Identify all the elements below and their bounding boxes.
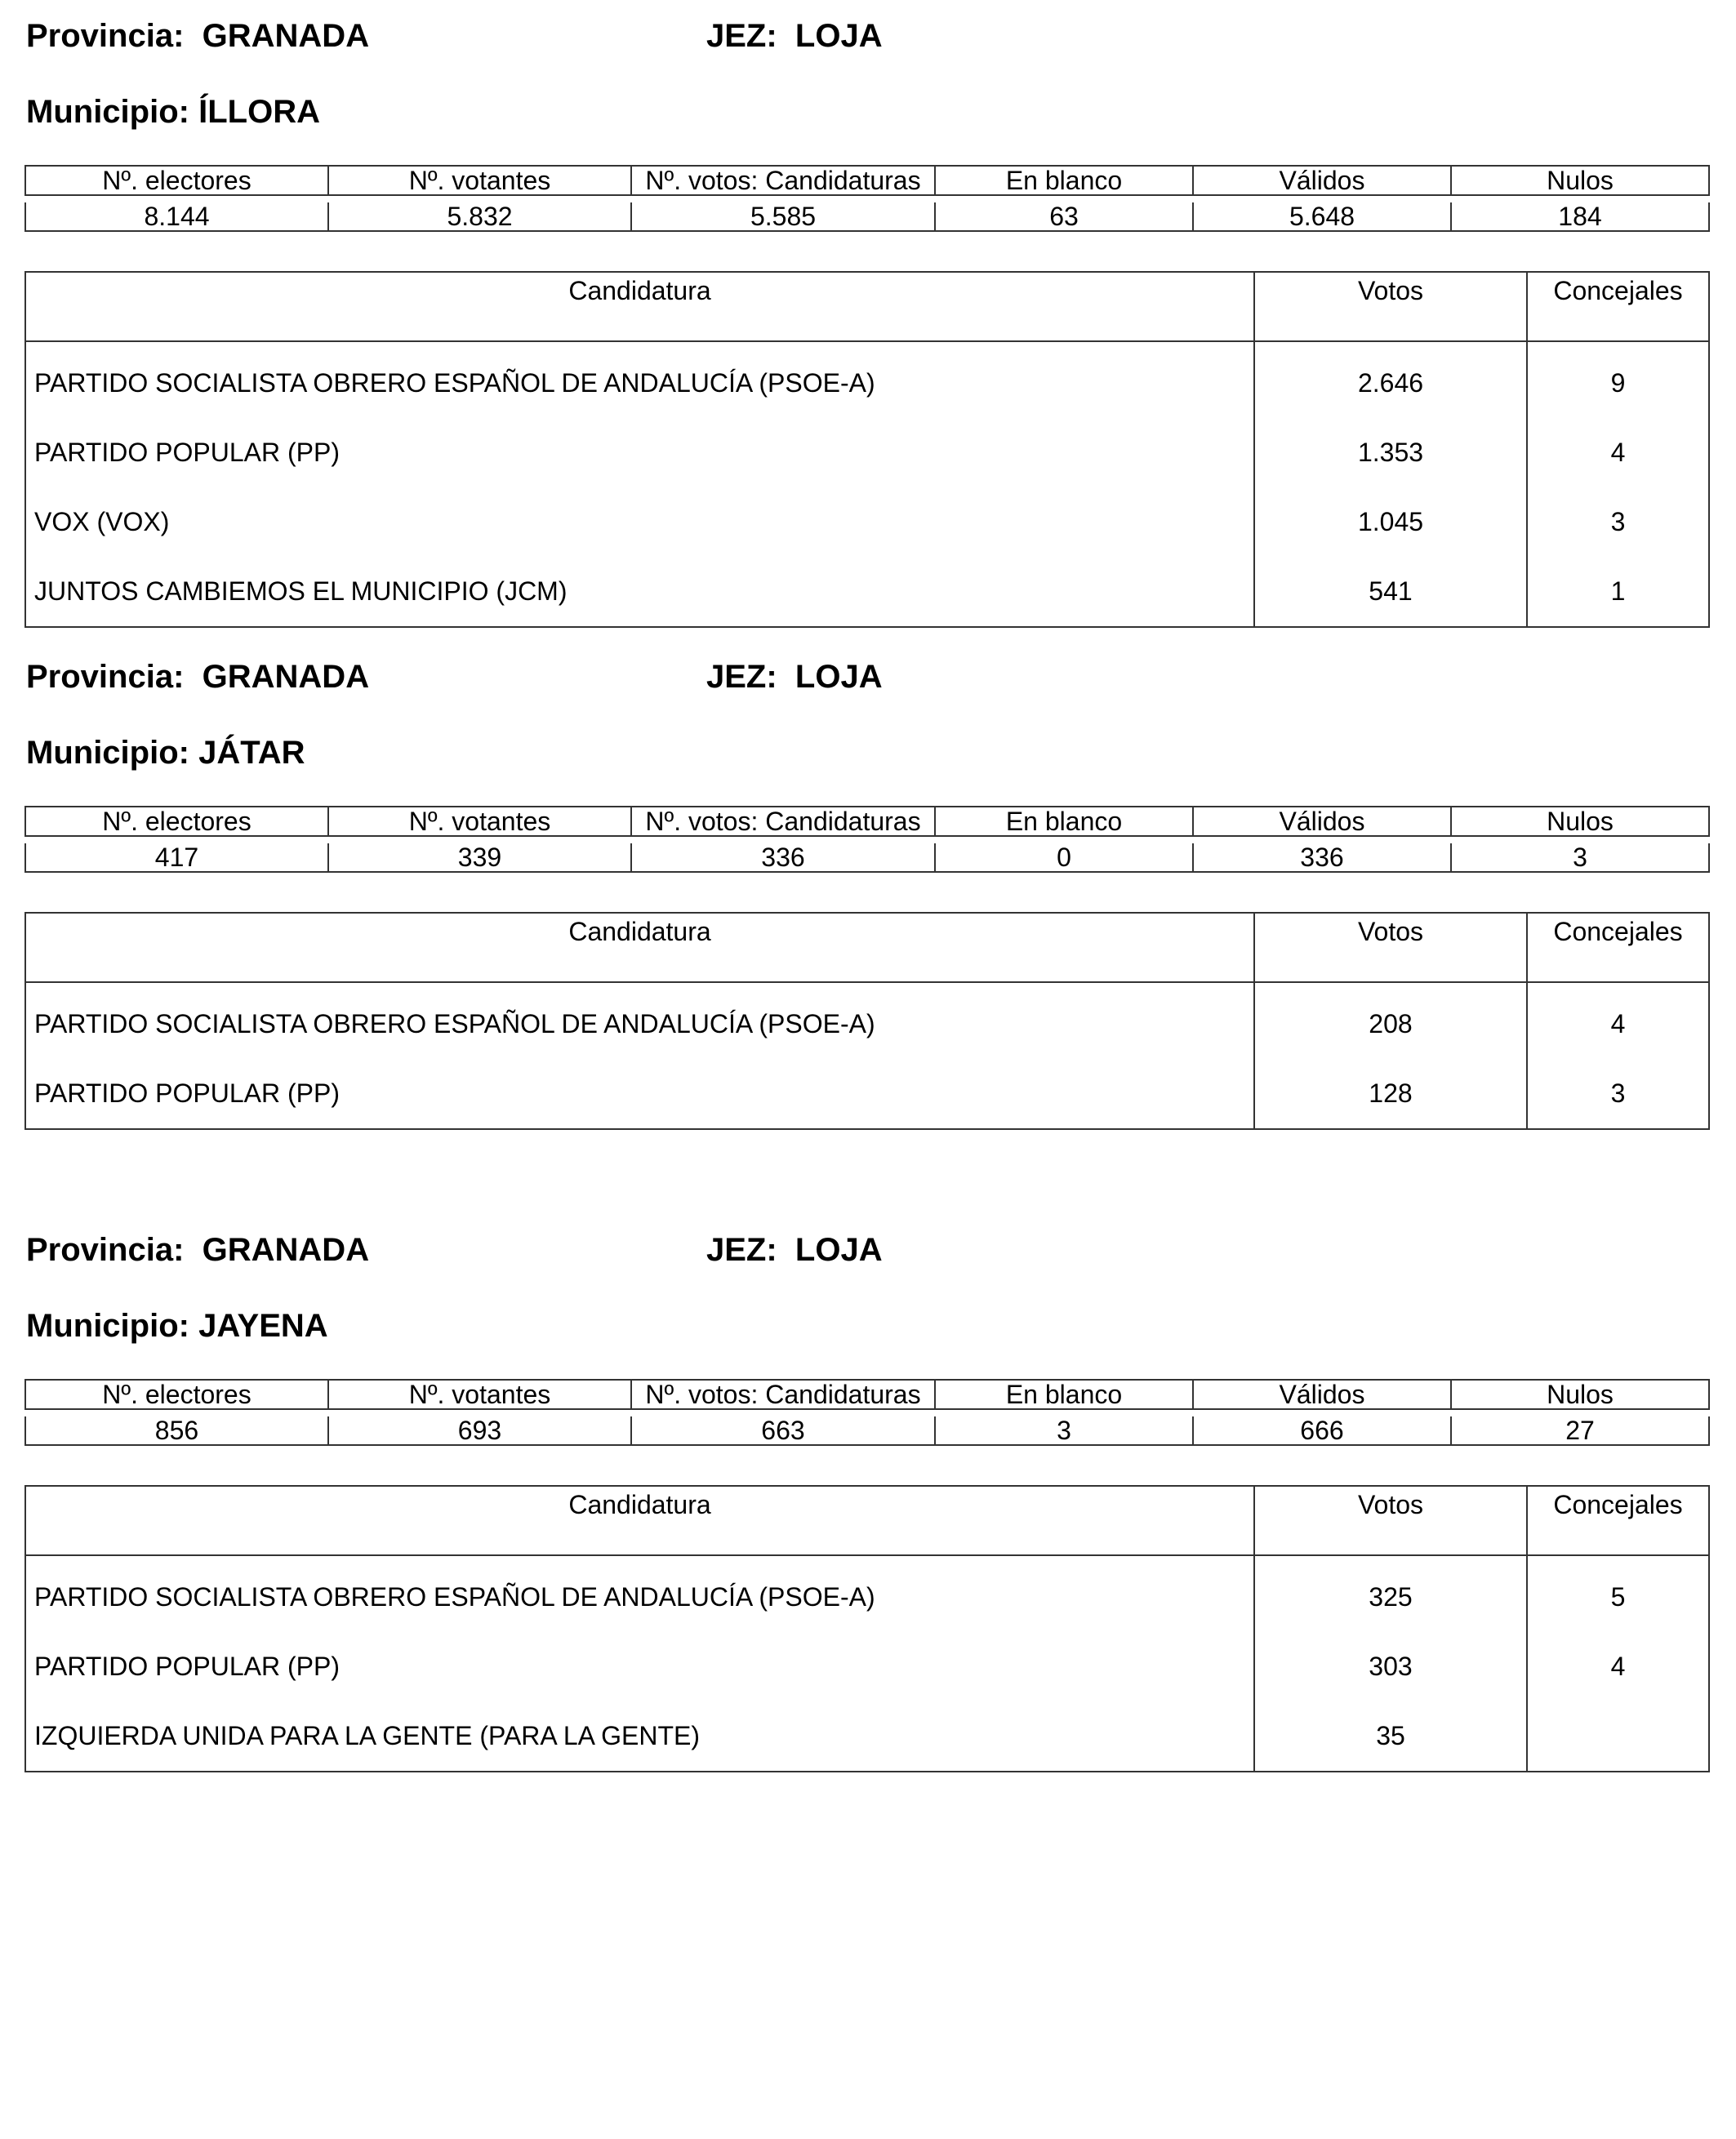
votos-value: 208 [1254, 982, 1527, 1059]
candidatura-name: PARTIDO SOCIALISTA OBRERO ESPAÑOL DE ANDALUCÍA (PSOE-A) [34, 368, 875, 398]
candidatura-name: PARTIDO POPULAR (PP) [34, 1078, 340, 1108]
value-candidaturas: 336 [631, 843, 935, 872]
col-candidatura: Candidatura [25, 272, 1254, 341]
provincia-label: Provincia: [26, 18, 185, 54]
candidatura-name: PARTIDO POPULAR (PP) [34, 1652, 340, 1681]
jez-label: JEZ: [706, 1232, 777, 1268]
concejales-value: 3 [1527, 487, 1709, 557]
municipio-value: JÁTAR [198, 735, 305, 771]
concejales-value: 4 [1527, 982, 1709, 1059]
col-candidaturas: Nº. votos: Candidaturas [631, 1380, 935, 1409]
col-votos: Votos [1254, 1486, 1527, 1555]
value-electores: 8.144 [25, 202, 328, 231]
col-candidatura: Candidatura [25, 1486, 1254, 1555]
provincia-heading [26, 16, 369, 56]
col-concejales: Concejales [1527, 1486, 1709, 1555]
concejales-value: 3 [1527, 1059, 1709, 1129]
table-row [25, 982, 1709, 1059]
votos-value: 541 [1254, 557, 1527, 627]
summary-header-row [25, 1380, 1709, 1409]
votos-value: 1.045 [1254, 487, 1527, 557]
value-candidaturas: 663 [631, 1416, 935, 1445]
col-electores: Nº. electores [25, 1380, 328, 1409]
value-nulos: 3 [1451, 843, 1709, 872]
col-blanco: En blanco [935, 166, 1193, 195]
table-row [25, 1632, 1709, 1701]
table-row [25, 341, 1709, 418]
value-electores: 417 [25, 843, 328, 872]
provincia-heading [26, 1230, 369, 1270]
value-votantes: 339 [328, 843, 631, 872]
votos-value: 325 [1254, 1555, 1527, 1632]
col-electores: Nº. electores [25, 807, 328, 836]
col-concejales: Concejales [1527, 272, 1709, 341]
votos-value: 303 [1254, 1632, 1527, 1701]
concejales-value: 9 [1527, 341, 1709, 418]
provincia-value: GRANADA [202, 659, 370, 695]
jez-heading [706, 1230, 883, 1270]
value-blanco: 0 [935, 843, 1193, 872]
value-validos: 336 [1193, 843, 1451, 872]
jez-value: LOJA [795, 659, 883, 695]
jez-label: JEZ: [706, 659, 777, 695]
col-validos: Válidos [1193, 807, 1451, 836]
concejales-value: 4 [1527, 418, 1709, 487]
provincia-label: Provincia: [26, 659, 185, 695]
municipio-heading [26, 1306, 328, 1345]
candidatura-name: JUNTOS CAMBIEMOS EL MUNICIPIO (JCM) [34, 576, 568, 606]
col-blanco: En blanco [935, 1380, 1193, 1409]
results-header-row [25, 272, 1709, 341]
jez-label: JEZ: [706, 18, 777, 54]
col-votos: Votos [1254, 913, 1527, 982]
concejales-value [1527, 1701, 1709, 1772]
municipio-heading [26, 92, 320, 131]
col-nulos: Nulos [1451, 807, 1709, 836]
value-votantes: 693 [328, 1416, 631, 1445]
col-nulos: Nulos [1451, 1380, 1709, 1409]
results-header-row [25, 913, 1709, 982]
table-row [25, 418, 1709, 487]
votos-value: 128 [1254, 1059, 1527, 1129]
votos-value: 35 [1254, 1701, 1527, 1772]
col-candidaturas: Nº. votos: Candidaturas [631, 166, 935, 195]
candidatura-name: PARTIDO SOCIALISTA OBRERO ESPAÑOL DE ANDALUCÍA (PSOE-A) [34, 1582, 875, 1612]
table-row [25, 1059, 1709, 1129]
jez-heading [706, 657, 883, 696]
jez-heading [706, 16, 883, 56]
col-votantes: Nº. votantes [328, 1380, 631, 1409]
col-nulos: Nulos [1451, 166, 1709, 195]
col-votos: Votos [1254, 272, 1527, 341]
votos-value: 2.646 [1254, 341, 1527, 418]
results-table [24, 271, 1710, 628]
col-votantes: Nº. votantes [328, 166, 631, 195]
provincia-value: GRANADA [202, 18, 370, 54]
municipio-label: Municipio: [26, 94, 189, 130]
concejales-value: 4 [1527, 1632, 1709, 1701]
provincia-heading [26, 657, 369, 696]
municipio-block-jatar [0, 641, 1736, 1131]
municipio-label: Municipio: [26, 1308, 189, 1344]
municipio-block-jayena [0, 1214, 1736, 1802]
results-table [24, 912, 1710, 1130]
summary-table [24, 1379, 1710, 1446]
concejales-value: 5 [1527, 1555, 1709, 1632]
value-blanco: 63 [935, 202, 1193, 231]
value-blanco: 3 [935, 1416, 1193, 1445]
summary-header-row [25, 807, 1709, 836]
col-candidatura: Candidatura [25, 913, 1254, 982]
candidatura-name: IZQUIERDA UNIDA PARA LA GENTE (PARA LA GENTE) [34, 1721, 701, 1750]
jez-value: LOJA [795, 1232, 883, 1268]
candidatura-name: PARTIDO POPULAR (PP) [34, 438, 340, 467]
municipio-label: Municipio: [26, 735, 189, 771]
table-row [25, 1701, 1709, 1772]
provincia-label: Provincia: [26, 1232, 185, 1268]
jez-value: LOJA [795, 18, 883, 54]
municipio-value: JAYENA [198, 1308, 328, 1344]
value-candidaturas: 5.585 [631, 202, 935, 231]
value-validos: 666 [1193, 1416, 1451, 1445]
candidatura-name: PARTIDO SOCIALISTA OBRERO ESPAÑOL DE ANDALUCÍA (PSOE-A) [34, 1009, 875, 1038]
summary-table [24, 806, 1710, 873]
value-votantes: 5.832 [328, 202, 631, 231]
municipio-value: ÍLLORA [198, 94, 320, 130]
value-validos: 5.648 [1193, 202, 1451, 231]
col-concejales: Concejales [1527, 913, 1709, 982]
candidatura-name: VOX (VOX) [34, 507, 170, 536]
votos-value: 1.353 [1254, 418, 1527, 487]
table-row [25, 557, 1709, 627]
col-blanco: En blanco [935, 807, 1193, 836]
table-row [25, 487, 1709, 557]
table-row [25, 1555, 1709, 1632]
municipio-block-illora [0, 0, 1736, 620]
summary-values-row [25, 1416, 1709, 1445]
col-candidaturas: Nº. votos: Candidaturas [631, 807, 935, 836]
col-electores: Nº. electores [25, 166, 328, 195]
col-votantes: Nº. votantes [328, 807, 631, 836]
summary-values-row [25, 202, 1709, 231]
value-nulos: 27 [1451, 1416, 1709, 1445]
provincia-value: GRANADA [202, 1232, 370, 1268]
results-table [24, 1485, 1710, 1772]
value-electores: 856 [25, 1416, 328, 1445]
municipio-heading [26, 733, 305, 772]
summary-values-row [25, 843, 1709, 872]
value-nulos: 184 [1451, 202, 1709, 231]
results-header-row [25, 1486, 1709, 1555]
col-validos: Válidos [1193, 1380, 1451, 1409]
summary-table [24, 165, 1710, 232]
concejales-value: 1 [1527, 557, 1709, 627]
summary-header-row [25, 166, 1709, 195]
col-validos: Válidos [1193, 166, 1451, 195]
